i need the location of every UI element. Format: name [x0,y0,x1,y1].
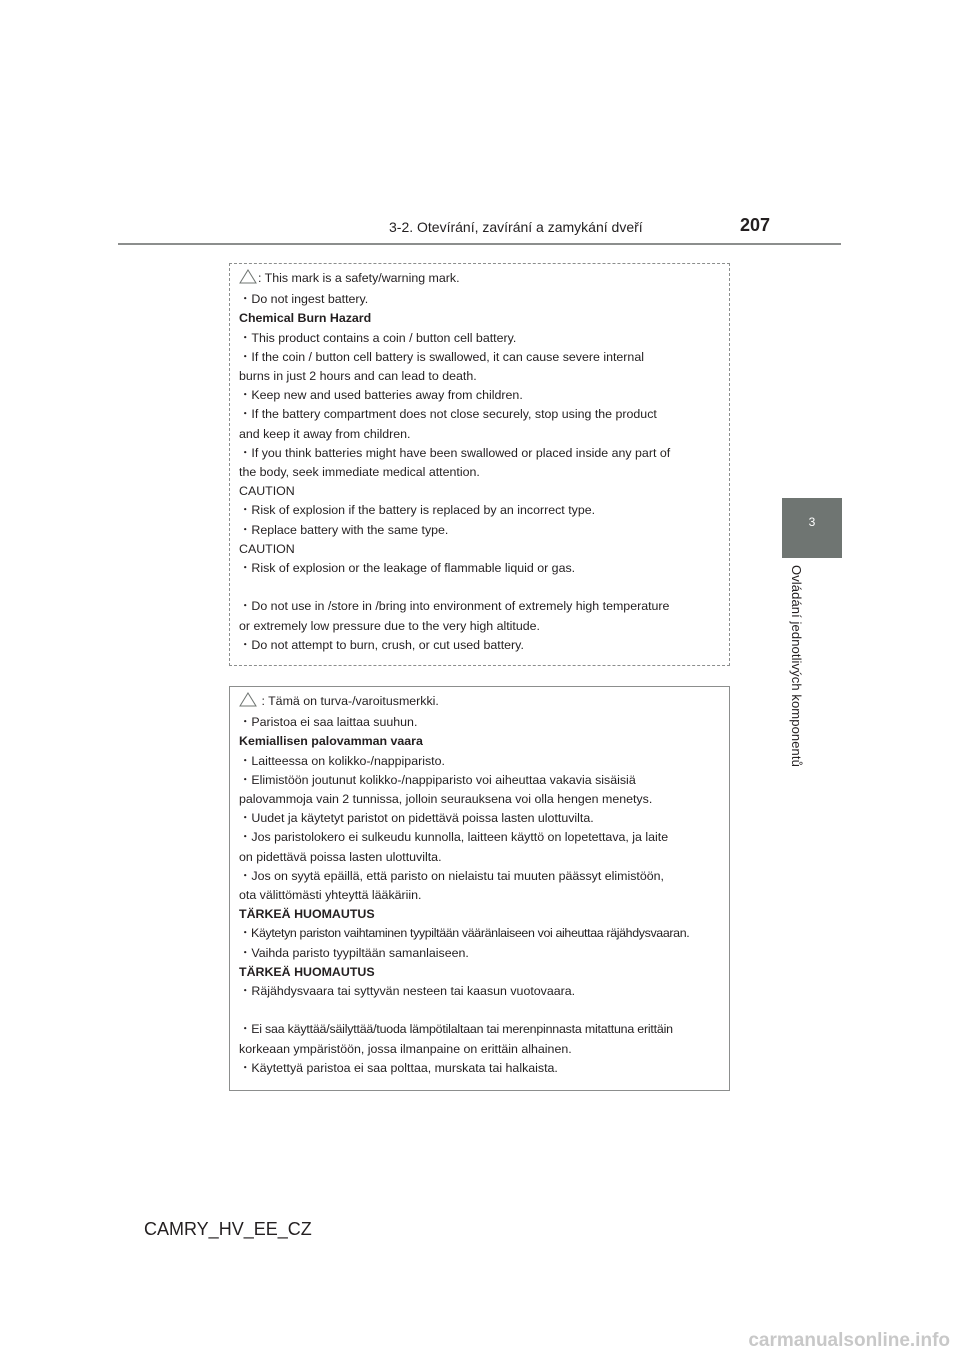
box-line: burns in just 2 hours and can lead to death. [239,369,477,384]
box-heading: Chemical Burn Hazard [239,311,372,326]
box-line: ・Uudet ja käytetyt paristot on pidettävä poissa lasten ulottuvilta. [239,811,594,826]
box-line: and keep it away from children. [239,426,411,441]
box-heading: Kemiallisen palovamman vaara [239,734,423,749]
warning-triangle-icon [239,269,257,290]
watermark: carmanualsonline.info [748,1330,950,1351]
box-line: the body, seek immediate medical attention. [239,465,480,480]
box-line: ・Paristoa ei saa laittaa suuhun. [239,715,418,730]
page-number: 207 [740,215,771,235]
box-line: ・This product contains a coin / button cell battery. [239,330,517,345]
section-title: 3-2. Otevírání, zavírání a zamykání dveří [389,219,643,235]
box-line: ・Keep new and used batteries away from children. [239,388,523,403]
chapter-tab [782,498,842,558]
box-heading: TÄRKEÄ HUOMAUTUS [239,907,375,922]
box-spacer [239,1001,720,1020]
chapter-tab-number: 3 [808,515,816,529]
box-line: on pidettävä poissa lasten ulottuvilta. [239,849,442,864]
box-line: ・If the battery compartment does not close securely, stop using the product [239,407,657,422]
box-line: korkeaan ympäristöön, jossa ilmanpaine on erittäin alhainen. [239,1041,572,1056]
box-line: ・Räjähdysvaara tai syttyvän nesteen tai kaasun vuotovaara. [239,984,576,999]
document-code: CAMRY_HV_EE_CZ [144,1219,312,1239]
box-line: ota välittömästi yhteyttä lääkäriin. [239,888,422,903]
warning-mark-text: : Tämä on turva-/varoitusmerkki. [258,694,439,708]
box-line: ・Jos on syytä epäillä, että paristo on nielaistu tai muuten päässyt elimistöön, [239,868,664,883]
box-line: ・Vaihda paristo tyypiltään samanlaiseen. [239,945,469,960]
box-line: palovammoja vain 2 tunnissa, jolloin seurauksena voi olla hengen menetys. [239,792,653,807]
warning-triangle-icon [239,692,257,713]
box-line: ・Risk of explosion or the leakage of flammable liquid or gas. [239,561,576,576]
battery-warning-box-finnish [229,686,730,1091]
header-divider [118,243,841,245]
box-line: or extremely low pressure due to the very high altitude. [239,618,540,633]
box-line: ・Replace battery with the same type. [239,522,449,537]
box-line: ・Käytettyä paristoa ei saa polttaa, murskata tai halkaista. [239,1060,558,1075]
box-line: ・Käytetyn pariston vaihtaminen tyypiltään vääränlaiseen voi aiheuttaa räjähdysvaaran. [239,926,690,941]
box-line: ・If the coin / button cell battery is swallowed, it can cause severe internal [239,349,644,364]
box-line [239,269,720,290]
box-line: ・Do not use in /store in /bring into environment of extremely high temperature [239,599,670,614]
box-line: ・Ei saa käyttää/säilyttää/tuoda lämpötilaltaan tai merenpinnasta mitattuna erittäin [239,1022,673,1037]
chapter-tab-label: Ovládání jednotlivých komponentů [789,565,804,767]
box-line [239,692,720,713]
battery-warning-box-english [229,263,730,666]
box-line: ・Elimistöön joutunut kolikko-/nappiparisto voi aiheuttaa vakavia sisäisiä [239,772,636,787]
box-line: ・Jos paristolokero ei sulkeudu kunnolla, laitteen käyttö on lopetettava, ja laite [239,830,669,845]
warning-mark-text: : This mark is a safety/warning mark. [258,271,460,285]
box-line: ・Laitteessa on kolikko-/nappiparisto. [239,753,445,768]
box-line: ・Do not ingest battery. [239,292,369,307]
box-heading: CAUTION [239,484,295,499]
box-line: ・If you think batteries might have been swallowed or placed inside any part of [239,445,671,460]
box-line: ・Risk of explosion if the battery is replaced by an incorrect type. [239,503,596,518]
box-line: ・Do not attempt to burn, crush, or cut used battery. [239,637,524,652]
box-spacer [239,578,720,597]
box-heading: TÄRKEÄ HUOMAUTUS [239,964,375,979]
box-heading: CAUTION [239,541,295,556]
